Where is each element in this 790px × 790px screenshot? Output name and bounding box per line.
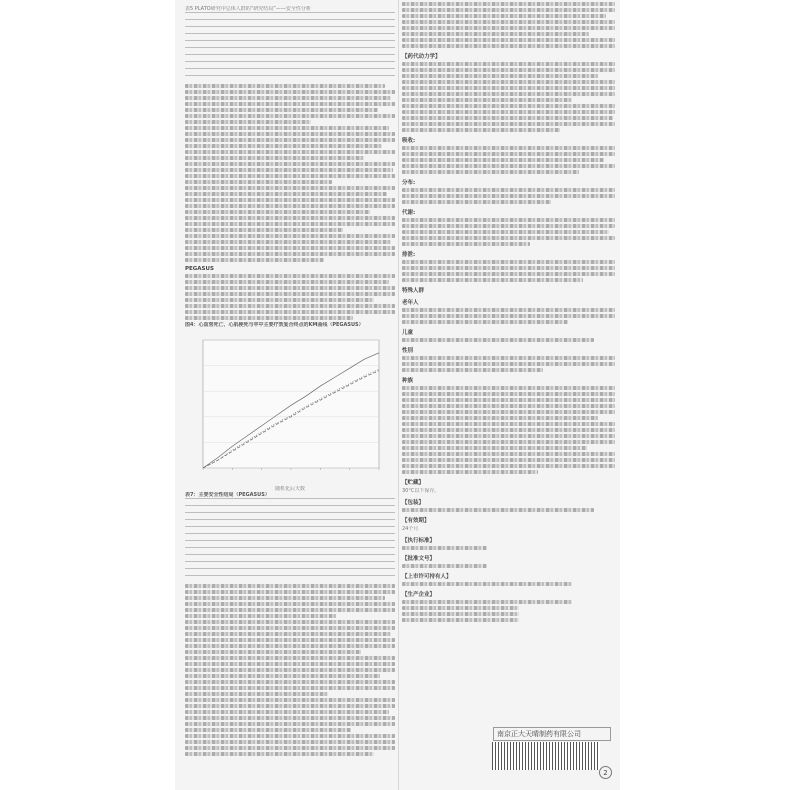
right-text-block-2: [402, 62, 615, 132]
table5: [185, 12, 395, 82]
elderly-heading: 老年人: [402, 300, 419, 306]
body-text-block-1: [185, 84, 395, 262]
km-chart-svg: [185, 332, 385, 482]
race-heading: 种族: [402, 378, 414, 384]
right-text-block-9: [402, 356, 615, 372]
km-chart: [185, 332, 385, 482]
absorption-heading: 吸收:: [402, 138, 416, 144]
body-text-block-2: [185, 274, 395, 320]
column-divider: [398, 0, 399, 790]
children-heading: 儿童: [402, 330, 414, 336]
chart-axis-label: 随机化后天数: [274, 486, 305, 492]
package-heading: 【包装】: [402, 500, 425, 506]
right-text-block-7: [402, 308, 615, 324]
right-column: [402, 0, 615, 624]
body-text-block-3: [185, 584, 395, 756]
validity-heading: 【有效期】: [402, 518, 430, 524]
table5-title: 表5 PLATO研究中总体人群的“研究结局”——安全性分析: [185, 6, 311, 12]
storage-heading: 【贮藏】: [402, 480, 425, 486]
excretion-heading: 排泄:: [402, 252, 416, 258]
license-heading: 【批准文号】: [402, 556, 436, 562]
right-text-block-6: [402, 260, 615, 282]
pk-heading: 【药代动力学】: [402, 54, 441, 60]
validity-text: 24个月: [402, 526, 419, 532]
metabolism-heading: 代谢:: [402, 210, 416, 216]
table7: [185, 498, 395, 582]
barcode-hatch: [492, 742, 600, 770]
company-name-box: 南京正大天晴制药有限公司: [493, 727, 611, 741]
page-number: 2: [599, 766, 612, 779]
distribution-heading: 分布:: [402, 180, 416, 186]
right-text-block-4: [402, 188, 615, 204]
holder-heading: 【上市许可持有人】: [402, 574, 452, 580]
storage-text: 30°C以下保存。: [402, 488, 440, 494]
left-column: [185, 6, 395, 758]
right-text-block-8: [402, 338, 615, 342]
right-text-block-3: [402, 146, 615, 174]
gender-heading: 性别: [402, 348, 414, 354]
right-text-block-10: [402, 386, 615, 474]
chart-title: 图4：心血管死亡、心肌梗死与卒中主要疗效复合终点的KM曲线（PEGASUS）: [185, 322, 364, 328]
standard-heading: 【执行标准】: [402, 538, 436, 544]
table7-title: 表7：主要安全性结局（PEGASUS）: [185, 492, 270, 498]
right-text-block-5: [402, 218, 615, 246]
special-population-heading: 特殊人群: [402, 288, 425, 294]
manufacturer-heading: 【生产企业】: [402, 592, 436, 598]
pegasus-heading: PEGASUS: [185, 266, 214, 272]
right-text-block-1: [402, 2, 615, 48]
